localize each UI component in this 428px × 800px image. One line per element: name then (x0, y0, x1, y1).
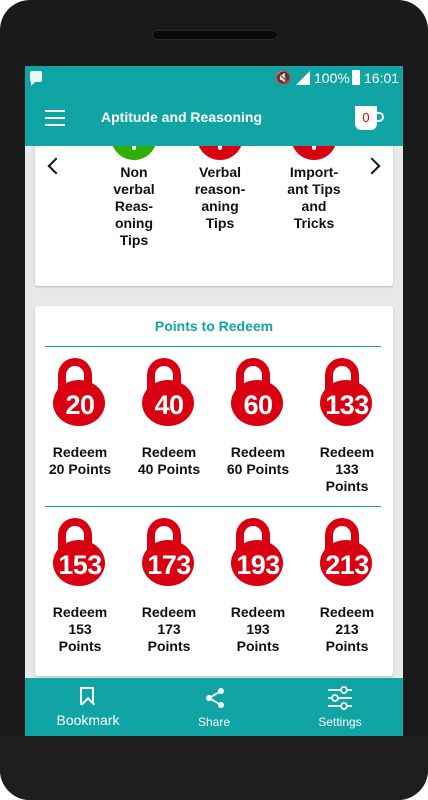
phone-top-bezel (0, 0, 428, 66)
divider (45, 346, 381, 347)
lock-number: 60 (243, 390, 273, 420)
redeem-label: Redeem 153 Points (52, 604, 108, 654)
battery-icon (352, 70, 360, 85)
nav-label: Bookmark (56, 712, 120, 728)
redeem-label: Redeem 213 Points (319, 604, 375, 654)
redeem-item[interactable] (304, 358, 390, 508)
redeem-label: Redeem 133 Points (319, 444, 375, 494)
speaker-grille (152, 30, 278, 40)
tip-badge-icon[interactable] (197, 146, 243, 160)
phone-bottom-bezel (0, 736, 428, 800)
screen (25, 66, 403, 736)
redeem-label: Redeem 193 Points (230, 604, 286, 654)
settings-icon (327, 686, 353, 710)
tip-label-nonverbal[interactable]: Non verbal Reas- oning Tips (113, 164, 155, 248)
points-title: Points to Redeem (154, 318, 274, 334)
lock-number: 133 (325, 390, 369, 420)
redeem-label: Redeem 173 Points (141, 604, 197, 654)
chevron-right-icon[interactable] (364, 158, 381, 175)
cup-icon[interactable] (355, 106, 383, 130)
tip-label-verbal[interactable]: Verbal reason- aning Tips (194, 164, 246, 231)
app-bar (25, 90, 403, 146)
lock-number: 40 (154, 390, 184, 420)
share-icon (204, 687, 226, 709)
redeem-item[interactable] (126, 518, 212, 668)
scroll-content[interactable] (25, 146, 403, 678)
redeem-item[interactable] (215, 358, 301, 508)
redeem-label: Redeem 20 Points (48, 444, 112, 477)
cup-count: 0 (355, 106, 377, 130)
redeem-item[interactable] (37, 358, 123, 508)
message-icon (30, 71, 42, 82)
lock-number: 213 (325, 550, 369, 580)
tip-badge-icon[interactable] (111, 146, 157, 160)
signal-icon (296, 71, 310, 85)
mute-icon: 🔇 (275, 70, 292, 85)
points-card (35, 306, 393, 676)
page-title: Aptitude and Reasoning (101, 109, 262, 125)
redeem-item[interactable] (215, 518, 301, 668)
tip-label-important[interactable]: Import- ant Tips and Tricks (287, 164, 341, 231)
lock-number: 193 (236, 550, 280, 580)
lock-number: 153 (58, 550, 102, 580)
cup-handle (376, 112, 384, 122)
redeem-label: Redeem 60 Points (226, 444, 290, 477)
divider (45, 506, 381, 507)
redeem-item[interactable] (304, 518, 390, 668)
redeem-label: Redeem 40 Points (137, 444, 201, 477)
lock-number: 173 (147, 550, 191, 580)
status-bar (25, 66, 403, 90)
menu-icon[interactable] (45, 110, 65, 126)
clock: 16:01 (364, 70, 400, 86)
nav-label: Share (197, 715, 231, 729)
nav-share[interactable] (151, 678, 277, 736)
redeem-item[interactable] (37, 518, 123, 668)
bookmark-icon (80, 687, 94, 705)
bottom-nav (25, 678, 403, 736)
redeem-item[interactable] (126, 358, 212, 508)
lock-number: 20 (65, 390, 95, 420)
chevron-left-icon[interactable] (48, 158, 65, 175)
nav-settings[interactable] (277, 678, 403, 736)
nav-label: Settings (318, 715, 362, 729)
tip-badge-icon[interactable] (291, 146, 337, 160)
nav-bookmark[interactable] (25, 678, 151, 736)
battery-percent: 100% (314, 70, 350, 86)
tips-carousel (35, 146, 393, 286)
